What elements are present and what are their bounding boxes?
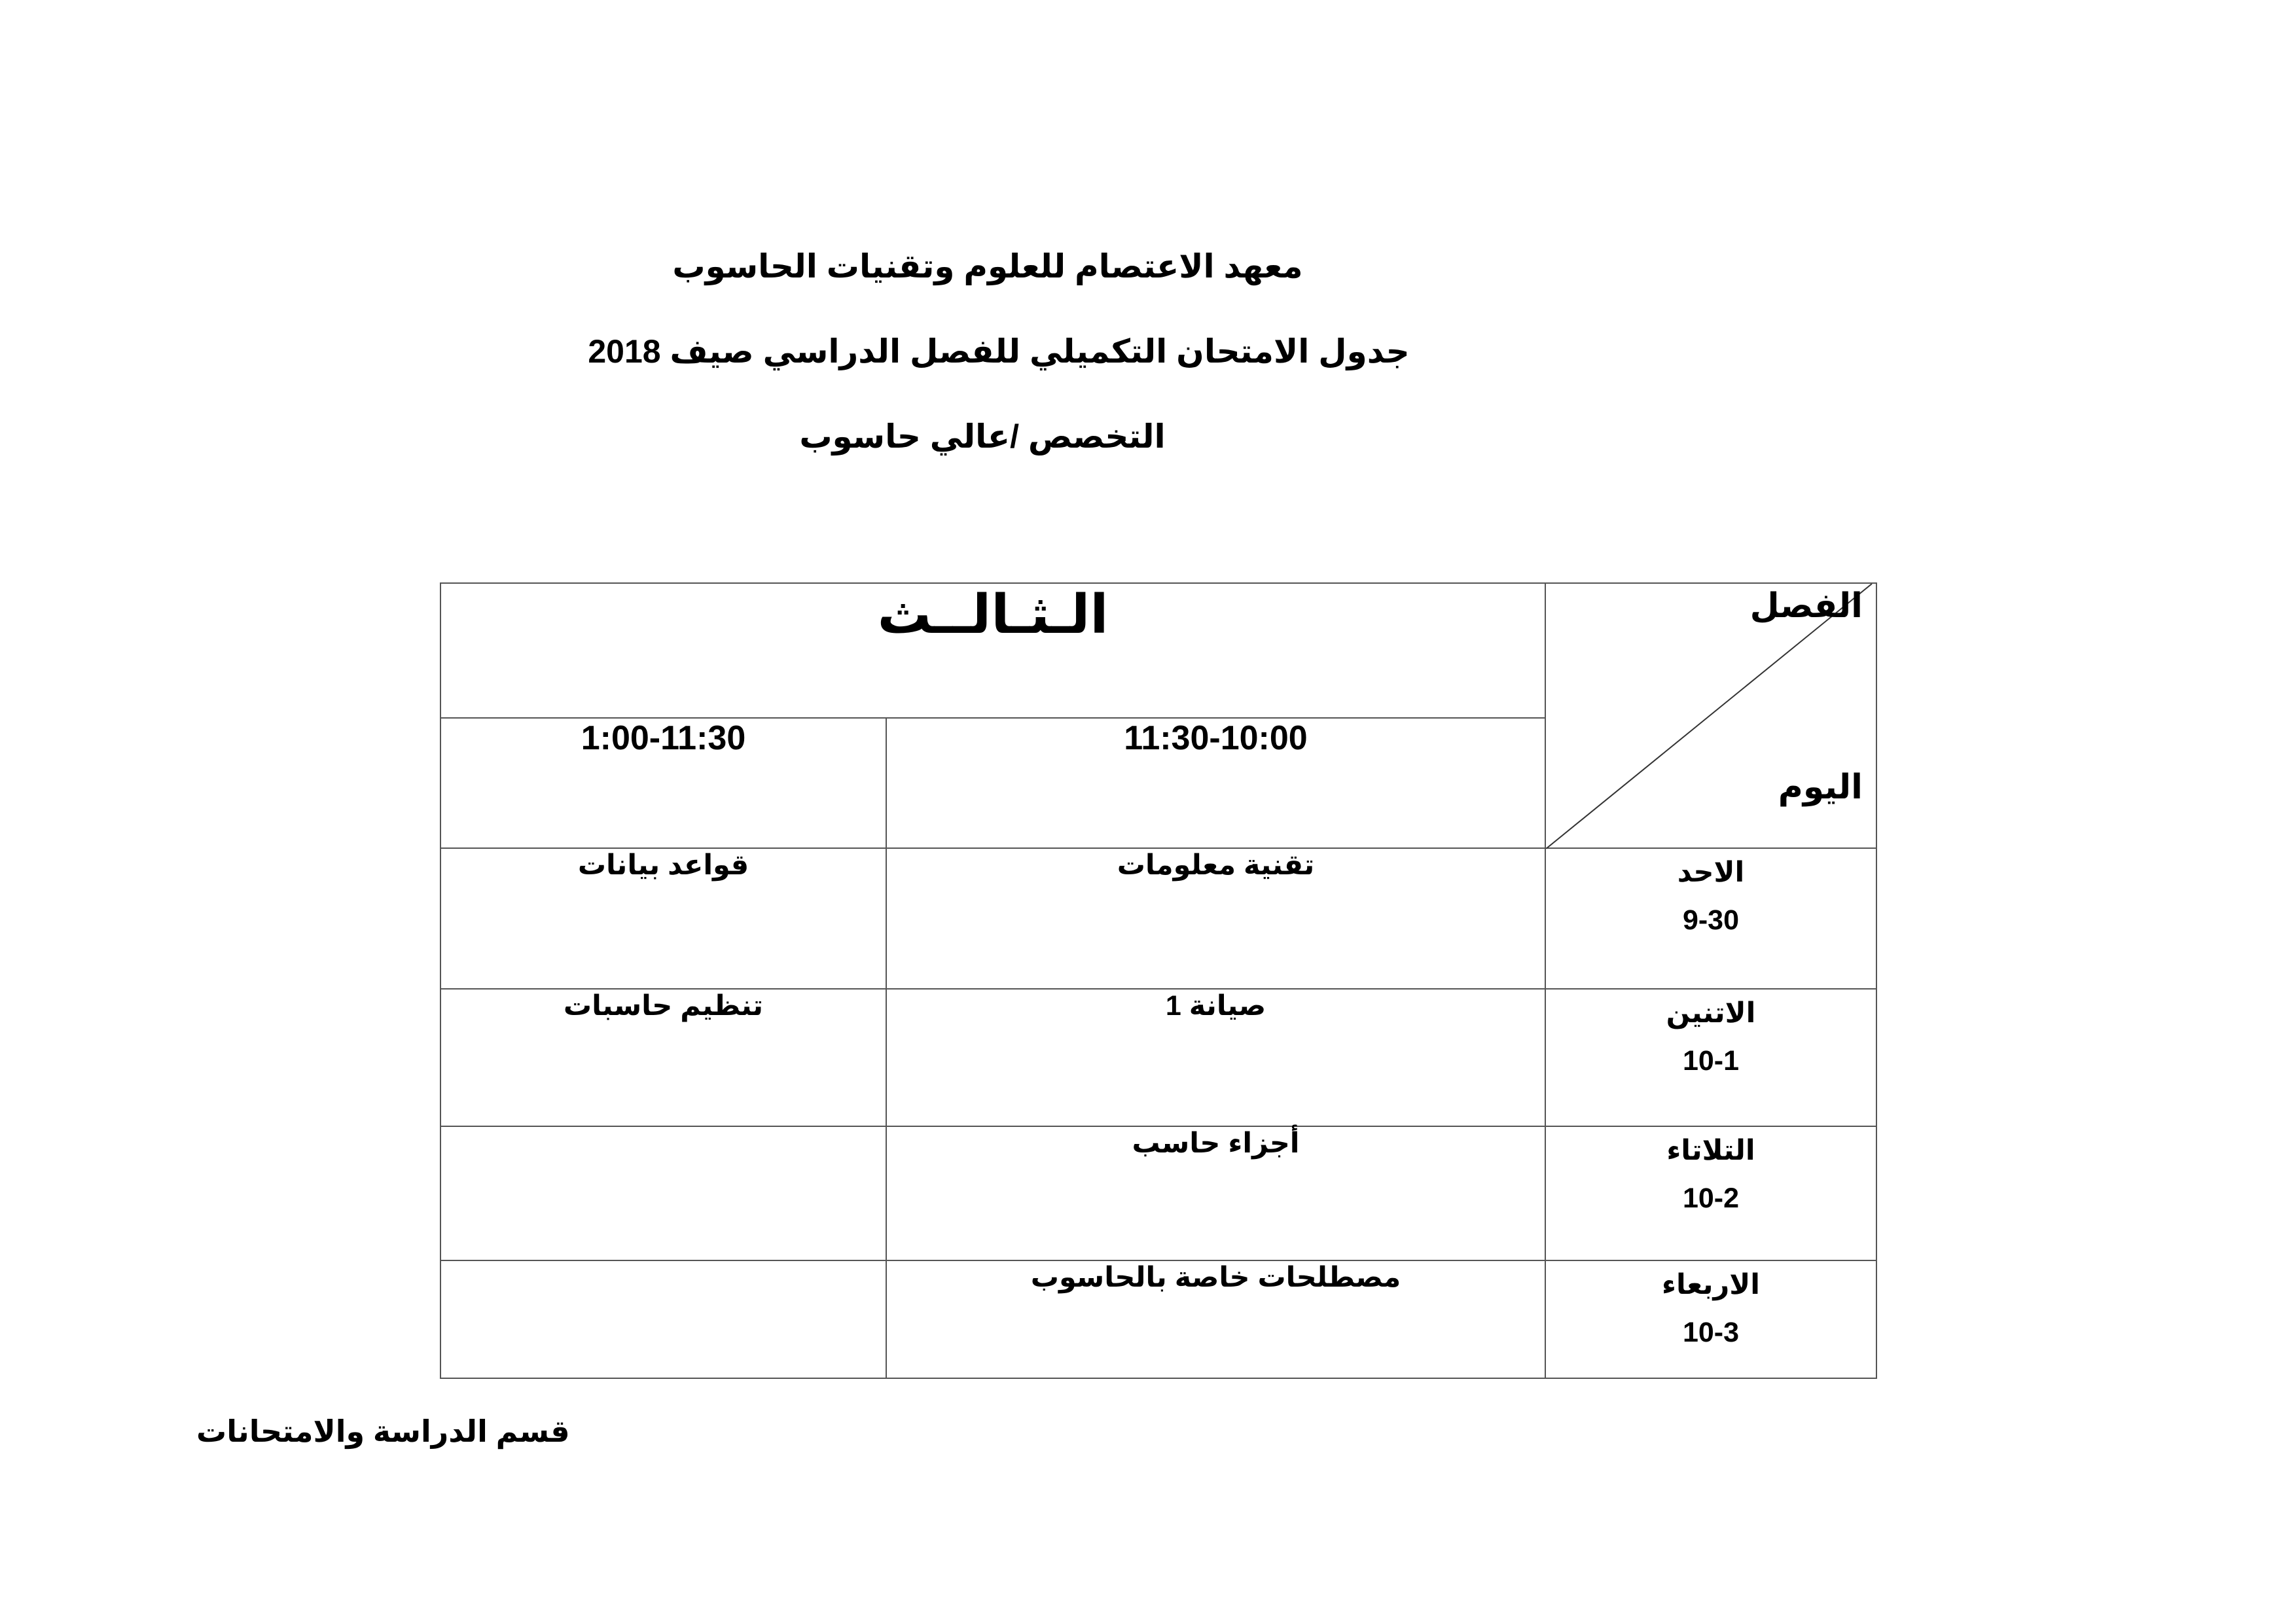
day-code: 9-30 <box>1682 904 1740 936</box>
day-cell <box>1545 1260 1876 1378</box>
subject-cell: تقنية معلومات <box>886 848 1545 989</box>
subject-cell: صيانة 1 <box>886 989 1545 1126</box>
day-code: 10-1 <box>1682 1045 1740 1077</box>
slot-2-header: 1:00-11:30 <box>440 718 886 848</box>
table-row <box>440 848 1876 989</box>
corner-cell <box>1545 583 1876 848</box>
subject-cell: مصطلحات خاصة بالحاسوب <box>886 1260 1545 1378</box>
table-row <box>440 989 1876 1126</box>
corner-label-class: الفصل <box>1749 587 1863 625</box>
day-cell <box>1545 989 1876 1126</box>
schedule-title: جدول الامتحان التكميلي للفصل الدراسي صيف 2018 <box>588 333 1410 370</box>
header-row-level <box>440 583 1876 718</box>
subject-cell: قواعد بيانات <box>440 848 886 989</box>
subject-cell <box>440 1126 886 1260</box>
level-label: الـثـالــث <box>877 585 1109 645</box>
day-code: 10-3 <box>1682 1317 1740 1349</box>
corner-label-day: اليوم <box>1778 768 1863 806</box>
day-cell <box>1545 1126 1876 1260</box>
day-name: الاربعاء <box>1661 1269 1761 1300</box>
subject-cell: أجزاء حاسب <box>886 1126 1545 1260</box>
day-name: الاتنين <box>1666 997 1756 1029</box>
day-name: التلاتاء <box>1666 1135 1755 1166</box>
level-cell <box>440 583 1545 718</box>
exam-schedule-table <box>440 582 1877 1379</box>
department-signature: قسم الدراسة والامتحانات <box>196 1414 570 1448</box>
day-code: 10-2 <box>1682 1183 1740 1215</box>
institute-name: معهد الاعتصام للعلوم وتقنيات الحاسوب <box>672 248 1303 285</box>
day-name: الاحد <box>1677 857 1745 888</box>
subject-cell <box>440 1260 886 1378</box>
table-row <box>440 1260 1876 1378</box>
day-cell <box>1545 848 1876 989</box>
slot-1-header: 11:30-10:00 <box>886 718 1545 848</box>
table-row <box>440 1126 1876 1260</box>
subject-cell: تنظيم حاسبات <box>440 989 886 1126</box>
specialization: التخصص /عالي حاسوب <box>799 418 1166 455</box>
